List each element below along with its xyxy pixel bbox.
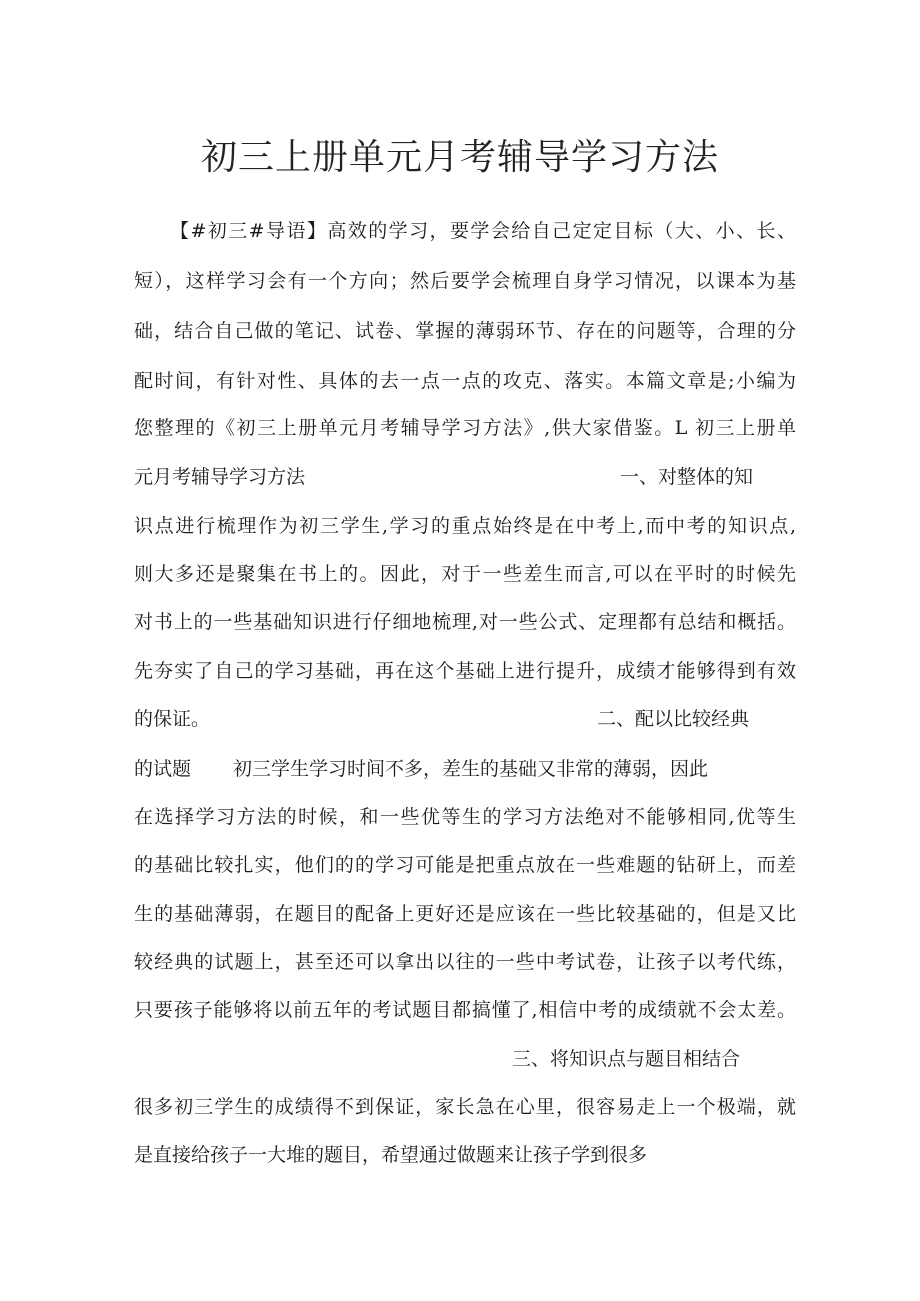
- paragraph-line: 对书上的一些基础知识进行仔细地梳理,对一些公式、定理都有总结和概括。: [134, 611, 796, 633]
- paragraph-line: 您整理的《初三上册单元月考辅导学习方法》,供大家借鉴。L 初三上册单: [134, 417, 796, 439]
- paragraph-line: 的保证。: [134, 708, 211, 730]
- paragraph-line: 则大多还是聚集在书上的。因此，对于一些差生而言,可以在平时的时候先: [134, 563, 796, 585]
- paragraph-line: 的基础比较扎实，他们的的学习可能是把重点放在一些难题的钻研上，而差: [134, 854, 796, 876]
- paragraph-line: 础，结合自己做的笔记、试卷、掌握的薄弱环节、存在的问题等，合理的分: [134, 320, 796, 342]
- paragraph-line: 生的基础薄弱，在题目的配备上更好还是应该在一些比较基础的，但是又比: [134, 903, 796, 925]
- paragraph-line: 初三学生学习时间不多，差生的基础又非常的薄弱，因此: [233, 758, 709, 780]
- paragraph-line: 配时间，有针对性、具体的去一点一点的攻克、落实。本篇文章是;小编为: [134, 370, 796, 392]
- paragraph-line: 元月考辅导学习方法: [134, 466, 306, 488]
- paragraph-line: 先夯实了自己的学习基础，再在这个基础上进行提升，成绩才能够得到有效: [134, 660, 796, 682]
- paragraph-line: 在选择学习方法的时候，和一些优等生的学习方法绝对不能够相同,优等生: [134, 806, 796, 828]
- section-heading-2: 二、配以比较经典: [597, 708, 750, 730]
- paragraph-line: 较经典的试题上，甚至还可以拿出以往的一些中考试卷，让孩子以考代练，: [134, 951, 796, 973]
- paragraph-line: 的试题: [134, 758, 192, 780]
- paragraph-line: 很多初三学生的成绩得不到保证，家长急在心里，很容易走上一个极端，就: [134, 1096, 796, 1118]
- section-heading-3: 三、将知识点与题目相结合: [512, 1048, 741, 1070]
- page-title: 初三上册单元月考辅导学习方法: [200, 137, 719, 178]
- paragraph-line: 【#初三#导语】高效的学习，要学会给自己定定目标（大、小、长、: [170, 220, 796, 242]
- paragraph-line: 识点进行梳理作为初三学生,学习的重点始终是在中考上,而中考的知识点,: [134, 515, 796, 537]
- section-heading-1: 一、对整体的知: [620, 466, 754, 488]
- paragraph-line: 只要孩子能够将以前五年的考试题目都搞懂了,相信中考的成绩就不会太差。: [134, 999, 796, 1021]
- paragraph-line: 是直接给孩子一大堆的题目，希望通过做题来让孩子学到很多: [134, 1144, 648, 1166]
- paragraph-line: 短），这样学习会有一个方向；然后要学会梳理自身学习情况，以课本为基: [134, 270, 796, 292]
